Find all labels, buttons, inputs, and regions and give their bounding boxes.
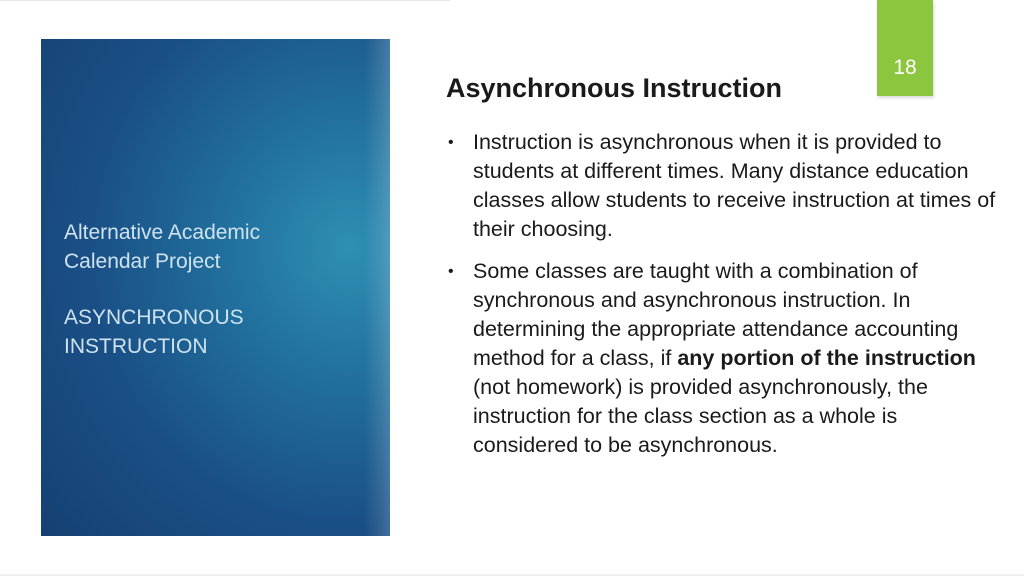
page-number-tab xyxy=(877,0,933,96)
top-divider xyxy=(0,0,450,1)
bullet-item xyxy=(446,128,1006,244)
bullet-item xyxy=(446,257,1006,460)
bullet-marker: • xyxy=(448,134,454,151)
section-caption-line2: Calendar Project xyxy=(64,250,221,273)
slide-title: Asynchronous Instruction xyxy=(446,73,783,103)
section-caption-line4: INSTRUCTION xyxy=(64,335,208,358)
page-number: 18 xyxy=(893,56,917,79)
bullet-emphasis: any portion of the instruction xyxy=(677,346,976,370)
bullet-marker: • xyxy=(448,263,454,280)
bullet-text-end: (not homework) is provided asynchronously, the instruction for the class section as a whole is considered to be asynchronous. xyxy=(473,375,928,457)
section-caption xyxy=(64,218,384,361)
section-caption-line3: ASYNCHRONOUS xyxy=(64,306,244,329)
bullet-list xyxy=(446,128,1006,473)
bullet-text-start: Some classes are taught with a combination of synchronous and asynchronous instruction. In determining the appropriate attendance accounting method for a class, if xyxy=(473,259,959,370)
section-caption-line1: Alternative Academic xyxy=(64,221,261,244)
bullet-text: Instruction is asynchronous when it is provided to students at different times. Many distance education classes allow students to receive instruction at times of their choosing. xyxy=(473,130,996,241)
